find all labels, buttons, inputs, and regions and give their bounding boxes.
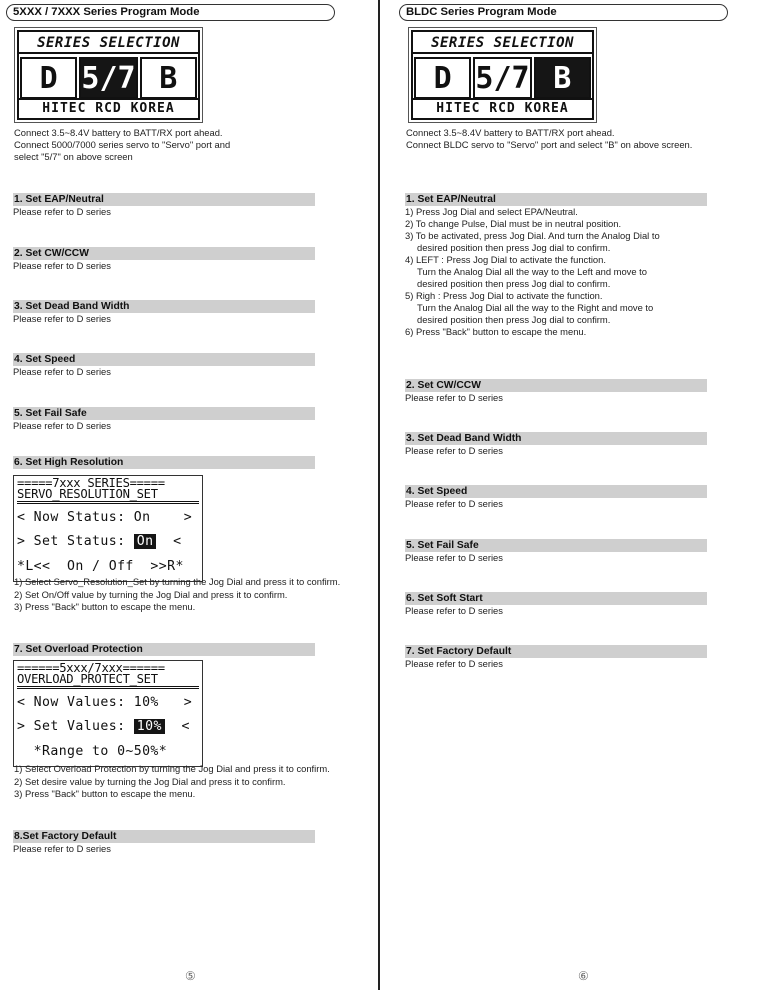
lcd-line: ======5xxx/7xxx====== [17, 661, 165, 675]
series-option-b: B [140, 57, 197, 99]
series-option-d: D [414, 57, 471, 99]
lcd-set-value-highlight: On [134, 534, 157, 549]
step-line: 1) Press Jog Dial and select EPA/Neutral. [405, 206, 578, 217]
section-body: Please refer to D series [13, 260, 111, 271]
intro-line: Connect 3.5~8.4V battery to BATT/RX port ahead. [406, 127, 615, 138]
section-body: Please refer to D series [13, 420, 111, 431]
lcd-set-arrow: < [156, 534, 182, 549]
section-title: 1. Set EAP/Neutral [13, 193, 315, 206]
section-title: 8.Set Factory Default [13, 830, 315, 843]
overload-protect-screen [13, 660, 203, 767]
section-body [405, 206, 707, 338]
lcd-now-status: < Now Status: On > [17, 510, 193, 525]
section-set-factory-default [405, 645, 707, 670]
section-set-soft-start [405, 592, 707, 617]
lcd-set-label: > Set Status: [17, 534, 134, 549]
section-title: 5. Set Fail Safe [405, 539, 707, 552]
lcd-set-status [17, 534, 199, 550]
lcd-set-values [17, 719, 199, 735]
step-line: 1) Select Servo_Resolution_Set by turning the Jog Dial and press it to confirm. [14, 576, 341, 587]
section-set-high-resolution [13, 456, 315, 469]
intro-line: select "5/7" on above screen [14, 151, 133, 162]
step-line: 3) Press "Back" button to escape the menu. [14, 788, 196, 799]
step-line: Turn the Analog Dial all the way to the Right and move to [417, 302, 654, 313]
step-line: 2) To change Pulse, Dial must be in neutral position. [405, 218, 622, 229]
series-selection-screen [14, 27, 203, 123]
section-set-fail-safe [405, 539, 707, 564]
section-body: Please refer to D series [13, 206, 111, 217]
section-title: 6. Set High Resolution [13, 456, 315, 469]
step-line: 3) To be activated, press Jog Dial. And turn the Analog Dial to [405, 230, 660, 241]
lcd-set-value-highlight: 10% [134, 719, 165, 734]
step-line: desired position then press Jog dial to confirm. [417, 278, 611, 289]
section-body: Please refer to D series [405, 498, 503, 509]
intro-line: Connect 3.5~8.4V battery to BATT/RX port ahead. [14, 127, 223, 138]
intro-text [406, 127, 756, 151]
intro-line: Connect 5000/7000 series servo to "Servo" port and [14, 139, 231, 150]
lcd-bottom: *L<< On / Off >>R* [17, 559, 184, 574]
section-set-overload-protection [13, 643, 315, 656]
section-set-cw-ccw [405, 379, 707, 404]
section-title: 1. Set EAP/Neutral [405, 193, 707, 206]
section-header: 5XXX / 7XXX Series Program Mode [6, 4, 335, 21]
series-screen-footer: HITEC RCD KOREA [413, 98, 592, 118]
step-line: desired position then press Jog dial to confirm. [417, 314, 611, 325]
lcd-range: *Range to 0~50%* [17, 744, 168, 759]
lcd-set-label: > Set Values: [17, 719, 134, 734]
section-body: Please refer to D series [405, 392, 503, 403]
step-line: 5) Righ : Press Jog Dial to activate the function. [405, 290, 603, 301]
series-option-57: 5/7 [473, 57, 531, 99]
section-body: Please refer to D series [405, 445, 503, 456]
section-set-eap-neutral [13, 193, 315, 218]
section-title: 2. Set CW/CCW [405, 379, 707, 392]
lcd-separator [17, 686, 199, 689]
section-title: 4. Set Speed [13, 353, 315, 366]
step-line: desired position then press Jog dial to confirm. [417, 242, 611, 253]
step-line: Turn the Analog Dial all the way to the Left and move to [417, 266, 647, 277]
right-page [381, 0, 761, 990]
section-body: Please refer to D series [405, 552, 503, 563]
section-set-dead-band-width [405, 432, 707, 457]
step-line: 1) Select Overload Protection by turning the Jog Dial and press it to confirm. [14, 763, 330, 774]
step-line: 6) Press "Back" button to escape the menu. [405, 326, 587, 337]
series-screen-footer: HITEC RCD KOREA [19, 98, 198, 118]
servo-resolution-screen [13, 475, 203, 582]
section-title: 2. Set CW/CCW [13, 247, 315, 260]
page-number: ⑥ [578, 969, 589, 983]
step-line: 2) Set desire value by turning the Jog Dial and press it to confirm. [14, 775, 286, 787]
resolution-steps [14, 576, 340, 614]
lcd-separator [17, 501, 199, 504]
section-title: 3. Set Dead Band Width [13, 300, 315, 313]
step-line: 4) LEFT : Press Jog Dial to activate the function. [405, 254, 606, 265]
section-header: BLDC Series Program Mode [399, 4, 728, 21]
section-set-dead-band-width [13, 300, 315, 325]
section-title: 3. Set Dead Band Width [405, 432, 707, 445]
section-set-factory-default [13, 830, 315, 855]
intro-line: Connect BLDC servo to "Servo" port and select "B" on above screen. [406, 139, 693, 150]
series-option-57-selected: 5/7 [79, 57, 137, 99]
section-title: 7. Set Overload Protection [13, 643, 315, 656]
step-line: 2) Set On/Off value by turning the Jog Dial and press it to confirm. [14, 588, 288, 600]
lcd-line: SERVO_RESOLUTION_SET [17, 487, 158, 501]
section-body: Please refer to D series [13, 313, 111, 324]
section-set-cw-ccw [13, 247, 315, 272]
section-title: 4. Set Speed [405, 485, 707, 498]
section-body: Please refer to D series [13, 843, 111, 854]
page-number: ⑤ [185, 969, 196, 983]
series-option-d: D [20, 57, 77, 99]
series-screen-title: SERIES SELECTION [413, 32, 592, 54]
series-option-b-selected: B [534, 57, 591, 99]
section-body: Please refer to D series [405, 658, 503, 669]
lcd-set-arrow: < [164, 719, 190, 734]
intro-text [14, 127, 344, 163]
section-body: Please refer to D series [405, 605, 503, 616]
step-line: 3) Press "Back" button to escape the menu. [14, 601, 196, 612]
section-set-eap-neutral [405, 193, 707, 338]
lcd-line: OVERLOAD_PROTECT_SET [17, 672, 158, 686]
section-title: 7. Set Factory Default [405, 645, 707, 658]
section-title: 6. Set Soft Start [405, 592, 707, 605]
series-selection-screen [408, 27, 597, 123]
left-page [0, 0, 379, 990]
section-set-fail-safe [13, 407, 315, 432]
overload-steps [14, 763, 330, 801]
section-title: 5. Set Fail Safe [13, 407, 315, 420]
lcd-line: =====7xxx SERIES===== [17, 476, 165, 490]
section-body: Please refer to D series [13, 366, 111, 377]
lcd-now-values: < Now Values: 10% > [17, 695, 193, 710]
series-screen-title: SERIES SELECTION [19, 32, 198, 54]
section-set-speed [405, 485, 707, 510]
section-set-speed [13, 353, 315, 378]
